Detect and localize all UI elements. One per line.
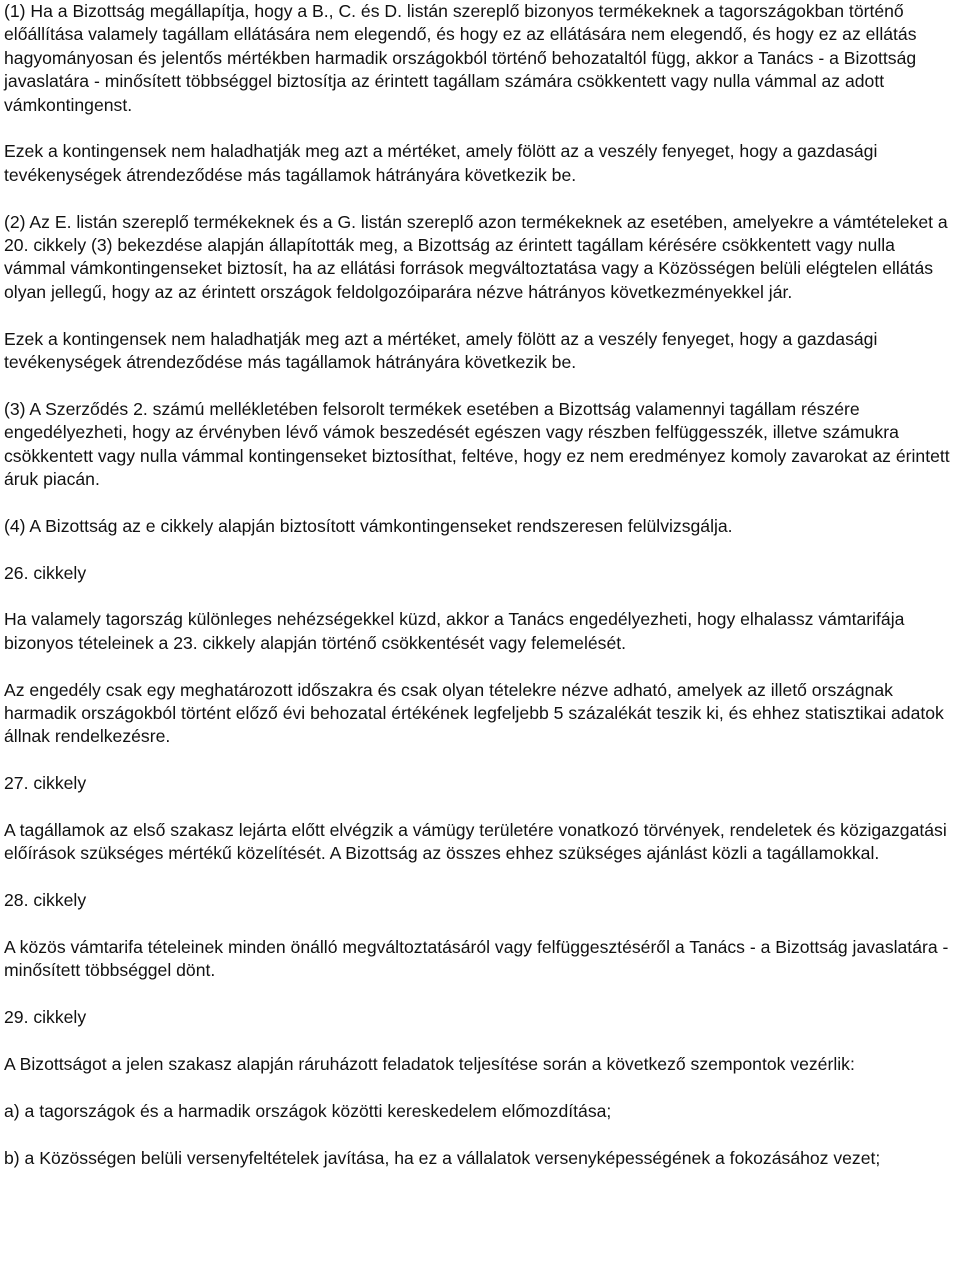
document-page (4, 0, 958, 1170)
paragraph-article-26-body: Ha valamely tagország különleges nehézségekkel küzd, akkor a Tanács engedélyezheti, hogy elhalassz vámtarifája bizonyos tételeinek a 23. cikkely alapján történő csökkentését vagy felemelését. (4, 609, 905, 653)
heading-article-27: 27. cikkely (4, 773, 87, 794)
heading-article-28: 28. cikkely (4, 890, 87, 911)
paragraph-quota-limit-2: Ezek a kontingensek nem haladhatják meg azt a mértéket, amely fölött az a veszély fenyeget, hogy a gazdasági tevékenységek átrendeződése más tagállamok hátrányára következik be. (4, 328, 878, 373)
paragraph-article-25-1: (1) Ha a Bizottság megállapítja, hogy a B., C. és D. listán szereplő bizonyos termékeknek a tagországokban történő előállítása valamely tagállam ellátására nem elegendő, és hogy ez az ellátására nem elegendő, és hogy ez az ellátás hagyományosan és jelentős mértékben harmadik országokból történő behozataltól függ, akkor a Tanács - a Bizottság javaslatára - minősített többséggel biztosítja az érintett tagállam számára csökkentett vagy nulla vámmal az adott vámkontingenst. (4, 1, 917, 115)
paragraph-article-28-body: A közös vámtarifa tételeinek minden önálló megváltoztatásáról vagy felfüggesztéséről a Tanács - a Bizottság javaslatára - minősített többséggel dönt. (4, 937, 949, 981)
list-item-b: b) a Közösségen belüli versenyfeltételek javítása, ha ez a vállalatok versenyképességének a fokozásához vezet; (4, 1147, 881, 1168)
paragraph-quota-limit-1: Ezek a kontingensek nem haladhatják meg azt a mértéket, amely fölött az a veszély fenyeget, hogy a gazdasági tevékenységek átrendeződése más tagállamok hátrányára következik be. (4, 141, 878, 185)
paragraph-article-25-2: (2) Az E. listán szereplő termékeknek és a G. listán szereplő azon termékeknek az esetében, amelyekre a vámtételeket a 20. cikkely (3) bekezdése alapján állapították meg, a Bizottság az érintett tagállam kérésére csökkentett vagy nulla vámmal vámkontingenseket biztosít, ha az ellátási források megváltoztatása vagy a Közösségen belüli elégtelen ellátás olyan jellegű, hogy az az érintett országok feldolgozóiparára nézve hátrányos következményekkel jár. (4, 211, 948, 302)
paragraph-article-25-3: (3) A Szerződés 2. számú mellékletében felsorolt termékek esetében a Bizottság valamennyi tagállam részére engedélyezheti, hogy az érvényben lévő vámok beszedését egészen vagy részben felfüggesszék, illetve számukra csökkentett vagy nulla vámmal kontingenseket biztosíthat, feltéve, hogy ez nem eredményez komoly zavarokat az érintett áruk piacán. (4, 398, 950, 490)
heading-article-26: 26. cikkely (4, 562, 87, 583)
paragraph-article-27-body: A tagállamok az első szakasz lejárta előtt elvégzik a vámügy területére vonatkozó törvények, rendeletek és közigazgatási előírások szükséges mértékű közelítését. A Bizottság az összes ehhez szükséges ajánlást közli a tagállamokkal. (4, 820, 947, 864)
paragraph-article-25-4: (4) A Bizottság az e cikkely alapján biztosított vámkontingenseket rendszeresen felülvizsgálja. (4, 515, 733, 536)
paragraph-article-26-permission: Az engedély csak egy meghatározott időszakra és csak olyan tételekre nézve adható, amelyek az illető országnak harmadik országokból történt előző évi behozatal értékének legfeljebb 5 százalékát teszik ki, és ehhez statisztikai adatok állnak rendelkezésre. (4, 679, 944, 747)
paragraph-article-29-intro: A Bizottságot a jelen szakasz alapján ráruházott feladatok teljesítése során a következő szempontok vezérlik: (4, 1054, 855, 1075)
heading-article-29: 29. cikkely (4, 1007, 87, 1028)
list-item-a: a) a tagországok és a harmadik országok közötti kereskedelem előmozdítása; (4, 1100, 612, 1121)
